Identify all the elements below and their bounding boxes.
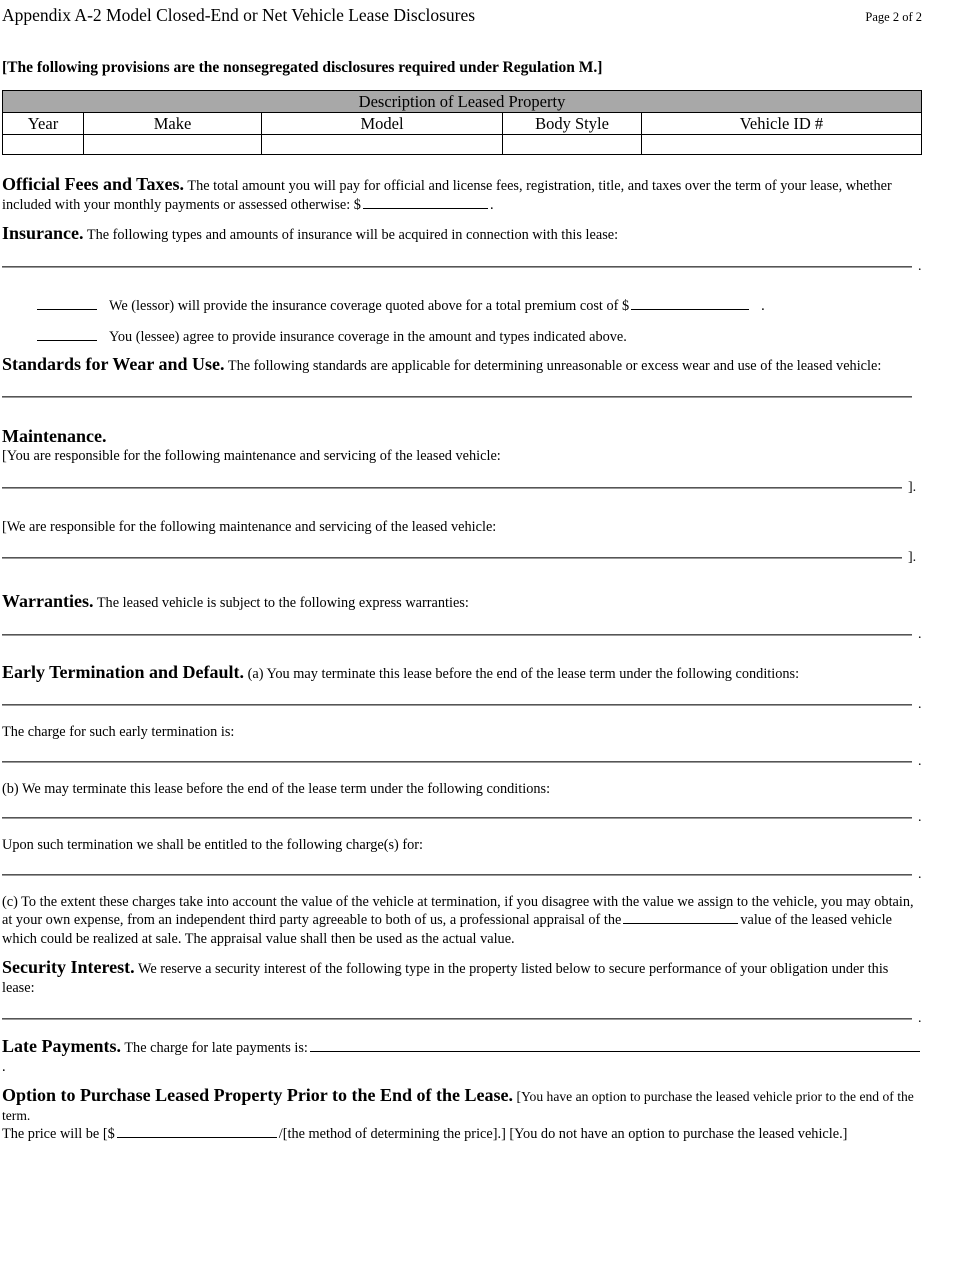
early-termination-rule-tail-b: . xyxy=(918,810,922,825)
cell-body-style[interactable] xyxy=(503,135,642,155)
early-termination-heading: Early Termination and Default. xyxy=(2,661,245,682)
standards-answer-rule-row xyxy=(2,387,922,409)
maintenance-lessor-text: [We are responsible for the following maintenance and servicing of the leased vehicle: xyxy=(2,518,497,535)
late-payments-heading: Late Payments. xyxy=(2,1036,121,1056)
late-payments-body: The charge for late payments is: xyxy=(124,1040,308,1056)
early-termination-rule-tail-charge: . xyxy=(918,753,922,769)
insurance-answer-rule[interactable] xyxy=(2,266,912,268)
section-standards-for-wear-and-use xyxy=(2,355,922,410)
maintenance-heading: Maintenance. xyxy=(2,426,107,446)
section-security-interest xyxy=(2,958,922,1031)
official-fees-paragraph xyxy=(2,175,922,214)
early-termination-rule-row-charge xyxy=(2,752,922,774)
security-interest-heading: Security Interest. xyxy=(2,957,135,977)
cell-year[interactable] xyxy=(3,135,84,155)
column-header-vehicle-id: Vehicle ID # xyxy=(642,113,922,135)
maintenance-rule-tail-2: ]. xyxy=(908,550,917,565)
early-termination-paragraph-a xyxy=(2,663,922,684)
warranties-paragraph xyxy=(2,592,922,613)
maintenance-lessee-text: [You are responsible for the following maintenance and servicing of the leased vehicle: xyxy=(2,448,501,464)
insurance-premium-blank[interactable] xyxy=(631,298,749,310)
table-header-row xyxy=(3,113,922,135)
maintenance-answer-rule-1[interactable] xyxy=(2,487,902,489)
document-body xyxy=(2,58,922,1144)
warranties-rule-row xyxy=(2,625,922,647)
column-header-model: Model xyxy=(262,113,503,135)
insurance-lessee-text: You (lessee) agree to provide insurance coverage in the amount and types indicated above. xyxy=(109,328,627,345)
option-to-purchase-paragraph xyxy=(2,1086,922,1125)
insurance-lessor-text: We (lessor) will provide the insurance coverage quoted above for a total premium cost of $ xyxy=(109,297,630,314)
section-late-payments xyxy=(2,1037,922,1076)
table-row xyxy=(3,135,922,155)
standards-body: The following standards are applicable for determining unreasonable or excess wear and use of the leased vehicle: xyxy=(227,357,882,374)
early-termination-rule-row-a xyxy=(2,695,922,717)
insurance-paragraph xyxy=(2,224,922,245)
official-fees-body: The total amount you will pay for official and license fees, registration, title, and taxes over the term of your lease, whether included with your monthly payments or assessed otherwise: $ xyxy=(2,178,892,213)
maintenance-rule-row-2 xyxy=(2,548,922,570)
official-fees-amount-blank[interactable] xyxy=(363,197,488,209)
column-header-year: Year xyxy=(3,113,84,135)
insurance-lessor-checkbox-blank[interactable] xyxy=(37,298,97,310)
cell-make[interactable] xyxy=(84,135,262,155)
official-fees-heading: Official Fees and Taxes. xyxy=(2,174,185,194)
security-interest-answer-rule[interactable] xyxy=(2,1018,912,1020)
option-to-purchase-body-1: [You have an option to purchase the leased vehicle prior to the end of the term. xyxy=(2,1089,914,1123)
early-termination-rule-row-b xyxy=(2,808,922,830)
section-official-fees-and-taxes xyxy=(2,175,922,214)
section-option-to-purchase xyxy=(2,1086,922,1144)
late-payments-paragraph xyxy=(2,1037,922,1076)
late-payments-charge-blank[interactable] xyxy=(310,1040,920,1052)
column-header-body-style: Body Style xyxy=(503,113,642,135)
table-band-row xyxy=(3,91,922,113)
section-early-termination-and-default xyxy=(2,663,922,949)
warranties-answer-rule[interactable] xyxy=(2,634,912,636)
early-termination-body-c-part1: (c) To the extent these charges take into account the value of the vehicle at termination, if you disagree with the value we assign to the vehicle, you may obtain, at your own expense, from an independent third party agreeable to both of us, a professional appraisal of the xyxy=(2,893,914,928)
early-termination-answer-rule-a[interactable] xyxy=(2,704,912,706)
insurance-lessee-checkbox-blank[interactable] xyxy=(37,329,97,341)
early-termination-body-a: (a) You may terminate this lease before the end of the lease term under the following conditions: xyxy=(247,665,800,682)
warranties-heading: Warranties. xyxy=(2,591,94,611)
early-termination-answer-rule-charge[interactable] xyxy=(2,761,912,763)
maintenance-rule-row-1 xyxy=(2,478,922,500)
running-head xyxy=(0,4,958,30)
early-termination-charge-text: The charge for such early termination is: xyxy=(2,724,235,740)
early-termination-rule-row-upon xyxy=(2,865,922,887)
option-to-purchase-heading: Option to Purchase Leased Property Prior to the End of the Lease. xyxy=(2,1085,513,1105)
standards-answer-rule[interactable] xyxy=(2,396,912,398)
page-title: Appendix A-2 Model Closed-End or Net Vehicle Lease Disclosures xyxy=(2,5,476,25)
maintenance-answer-rule-2[interactable] xyxy=(2,557,902,559)
leased-property-table xyxy=(2,90,922,155)
column-header-make: Make xyxy=(84,113,262,135)
standards-heading: Standards for Wear and Use. xyxy=(2,353,225,374)
early-termination-answer-rule-upon[interactable] xyxy=(2,874,912,876)
insurance-heading: Insurance. xyxy=(2,223,84,243)
security-interest-rule-row xyxy=(2,1009,922,1031)
insurance-rule-tail: . xyxy=(918,258,922,274)
standards-paragraph xyxy=(2,355,922,376)
option-to-purchase-price-post: /[the method of determining the price].] [You do not have an option to purchase the leased vehicle.] xyxy=(278,1126,848,1142)
warranties-body: The leased vehicle is subject to the following express warranties: xyxy=(96,595,469,611)
official-fees-period: . xyxy=(489,196,494,213)
cell-vehicle-id[interactable] xyxy=(642,135,922,155)
security-interest-rule-tail: . xyxy=(918,1011,922,1026)
warranties-rule-tail: . xyxy=(918,626,922,642)
page-number: Page 2 of 2 xyxy=(865,10,922,24)
early-termination-body-c-part2: value of the leased vehicle which could be realized at sale. The appraisal value shall then be used as the actual value. xyxy=(2,912,892,947)
insurance-body: The following types and amounts of insurance will be acquired in connection with this lease: xyxy=(86,227,619,243)
security-interest-body: We reserve a security interest of the following type in the property listed below to secure performance of your obligation under this lease: xyxy=(2,961,889,996)
appraisal-value-blank[interactable] xyxy=(623,912,738,924)
regulation-note: [The following provisions are the nonsegregated disclosures required under Regulation M.] xyxy=(2,59,603,76)
insurance-option-lessor xyxy=(2,297,922,316)
maintenance-rule-tail-1: ]. xyxy=(908,479,917,495)
insurance-lessor-period: . xyxy=(761,297,765,314)
option-to-purchase-price-blank[interactable] xyxy=(117,1126,277,1138)
early-termination-upon-text: Upon such termination we shall be entitled to the following charge(s) for: xyxy=(2,837,423,853)
early-termination-body-c xyxy=(2,893,922,949)
early-termination-rule-tail-upon: . xyxy=(918,866,922,882)
early-termination-answer-rule-b[interactable] xyxy=(2,817,912,819)
section-maintenance xyxy=(2,425,922,570)
option-to-purchase-price-pre: The price will be [$ xyxy=(2,1126,115,1142)
early-termination-rule-tail-a: . xyxy=(918,697,922,712)
cell-model[interactable] xyxy=(262,135,503,155)
security-interest-paragraph xyxy=(2,958,922,997)
insurance-option-lessee xyxy=(2,328,922,347)
late-payments-period: . xyxy=(2,1058,6,1075)
section-warranties xyxy=(2,592,922,647)
early-termination-body-b: (b) We may terminate this lease before the end of the lease term under the following conditions: xyxy=(2,780,551,797)
section-insurance xyxy=(2,224,922,347)
option-to-purchase-price-line xyxy=(2,1125,922,1144)
table-band-title: Description of Leased Property xyxy=(3,91,922,113)
insurance-answer-rule-row xyxy=(2,257,922,279)
